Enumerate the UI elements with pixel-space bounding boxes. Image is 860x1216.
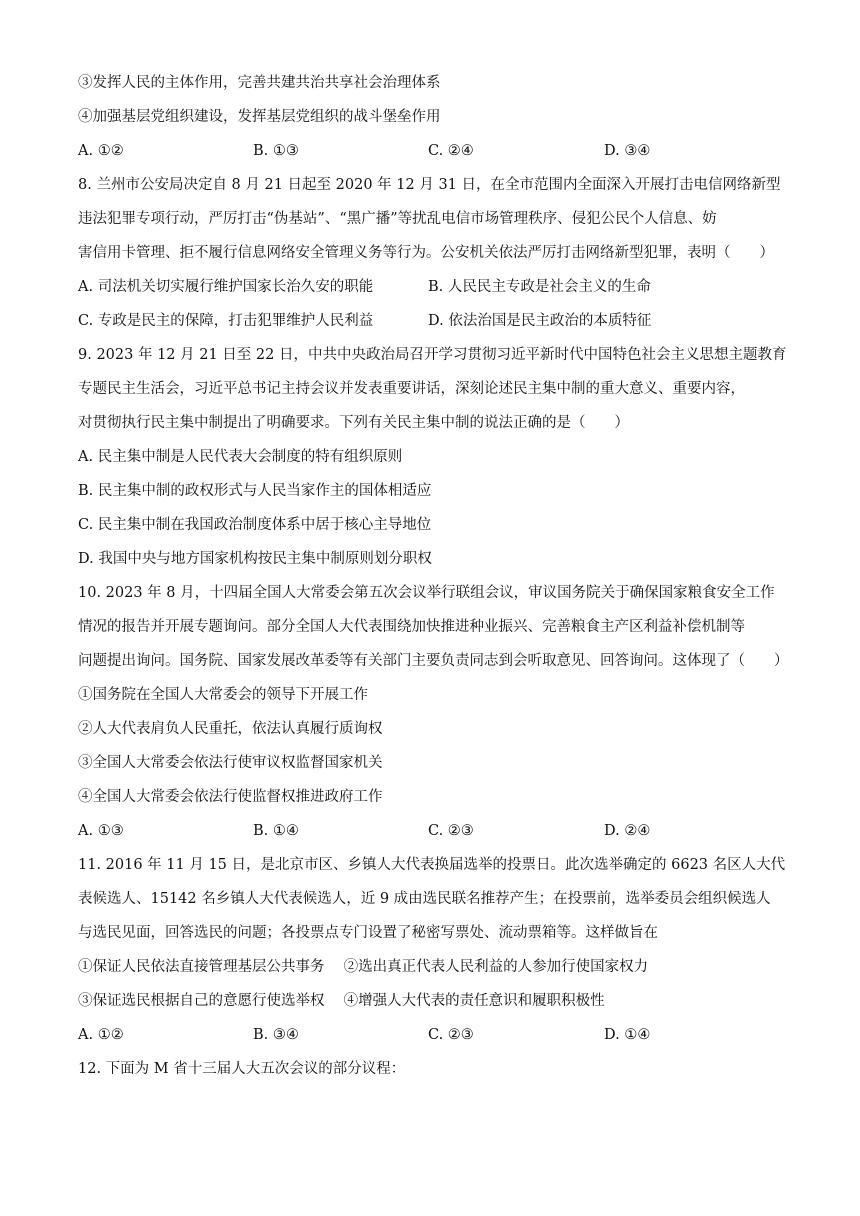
q10-stem-line-1: 10. 2023 年 8 月，十四届全国人大常委会第五次会议举行联组会议，审议国务院关于确保国家粮食安全工作: [78, 585, 775, 601]
q10-stem-line-3: 问题提出询问。国务院、国家发展改革委等有关部门主要负责同志到会听取意见、回答询问。这体现了（ ）: [78, 653, 789, 669]
q8-option-c: C. 专政是民主的保障，打击犯罪维护人民利益: [78, 313, 374, 329]
q10-item-1: ①国务院在全国人大常委会的领导下开展工作: [78, 687, 368, 703]
q8-stem-line-1: 8. 兰州市公安局决定自 8 月 21 日起至 2020 年 12 月 31 日，在全市范围内全面深入开展打击电信网络新型: [78, 177, 781, 193]
q7-option-b: B. ①③: [253, 143, 299, 159]
q11-option-d: D. ①④: [604, 1027, 651, 1043]
q10-item-4: ④全国人大常委会依法行使监督权推进政府工作: [78, 789, 383, 805]
q9-stem-line-3: 对贯彻执行民主集中制提出了明确要求。下列有关民主集中制的说法正确的是（ ）: [78, 415, 629, 431]
q8-stem-line-2: 违法犯罪专项行动，严厉打击“伪基站”、“黑广播”等扰乱电信市场管理秩序、侵犯公民个人信息、妨: [78, 211, 717, 227]
q10-item-3: ③全国人大常委会依法行使审议权监督国家机关: [78, 755, 383, 771]
q7-option-d: D. ③④: [604, 143, 651, 159]
q8-stem-line-3: 害信用卡管理、拒不履行信息网络安全管理义务等行为。公安机关依法严厉打击网络新型犯罪，表明（ ）: [78, 245, 774, 261]
q10-option-d: D. ②④: [604, 823, 651, 839]
q11-option-c: C. ②③: [428, 1027, 474, 1043]
q11-option-b: B. ③④: [253, 1027, 299, 1043]
q11-items-row-1: ①保证人民依法直接管理基层公共事务 ②选出真正代表人民利益的人参加行使国家权力: [78, 959, 649, 975]
q11-stem-line-1: 11. 2016 年 11 月 15 日，是北京市区、乡镇人大代表换届选举的投票日。此次选举确定的 6623 名区人大代: [78, 857, 786, 873]
q8-option-d: D. 依法治国是民主政治的本质特征: [428, 313, 652, 329]
q11-stem-line-3: 与选民见面，回答选民的问题；各投票点专门设置了秘密写票处、流动票箱等。这样做旨在: [78, 925, 658, 941]
q10-item-2: ②人大代表肩负人民重托，依法认真履行质询权: [78, 721, 383, 737]
q8-option-b: B. 人民民主专政是社会主义的生命: [428, 279, 651, 295]
q11-option-a: A. ①②: [78, 1027, 124, 1043]
q12-stem: 12. 下面为 M 省十三届人大五次会议的部分议程：: [78, 1061, 406, 1077]
q10-option-a: A. ①③: [78, 823, 124, 839]
q9-option-b: B. 民主集中制的政权形式与人民当家作主的国体相适应: [78, 483, 432, 499]
q7-option-c: C. ②④: [428, 143, 474, 159]
q8-option-a: A. 司法机关切实履行维护国家长治久安的职能: [78, 279, 374, 295]
q10-stem-line-2: 情况的报告并开展专题询问。部分全国人大代表围绕加快推进种业振兴、完善粮食主产区利益补偿机制等: [78, 619, 745, 635]
q10-option-c: C. ②③: [428, 823, 474, 839]
q9-option-a: A. 民主集中制是人民代表大会制度的特有组织原则: [78, 449, 403, 465]
q11-items-row-2: ③保证选民根据自己的意愿行使选举权 ④增强人大代表的责任意识和履职积极性: [78, 993, 605, 1009]
q9-stem-line-1: 9. 2023 年 12 月 21 日至 22 日，中共中央政治局召开学习贯彻习近平新时代中国特色社会主义思想主题教育: [78, 347, 787, 363]
q11-stem-line-2: 表候选人、15142 名乡镇人大代表候选人，近 9 成由选民联名推荐产生；在投票前，选举委员会组织候选人: [78, 891, 771, 907]
q7-item-4: ④加强基层党组织建设，发挥基层党组织的战斗堡垒作用: [78, 109, 441, 125]
q9-option-d: D. 我国中央与地方国家机构按民主集中制原则划分职权: [78, 551, 432, 567]
q7-option-a: A. ①②: [78, 143, 124, 159]
q7-item-3: ③发挥人民的主体作用，完善共建共治共享社会治理体系: [78, 75, 441, 91]
q10-option-b: B. ①④: [253, 823, 299, 839]
q9-stem-line-2: 专题民主生活会，习近平总书记主持会议并发表重要讲话，深刻论述民主集中制的重大意义、重要内容，: [78, 381, 745, 397]
q9-option-c: C. 民主集中制在我国政治制度体系中居于核心主导地位: [78, 517, 432, 533]
